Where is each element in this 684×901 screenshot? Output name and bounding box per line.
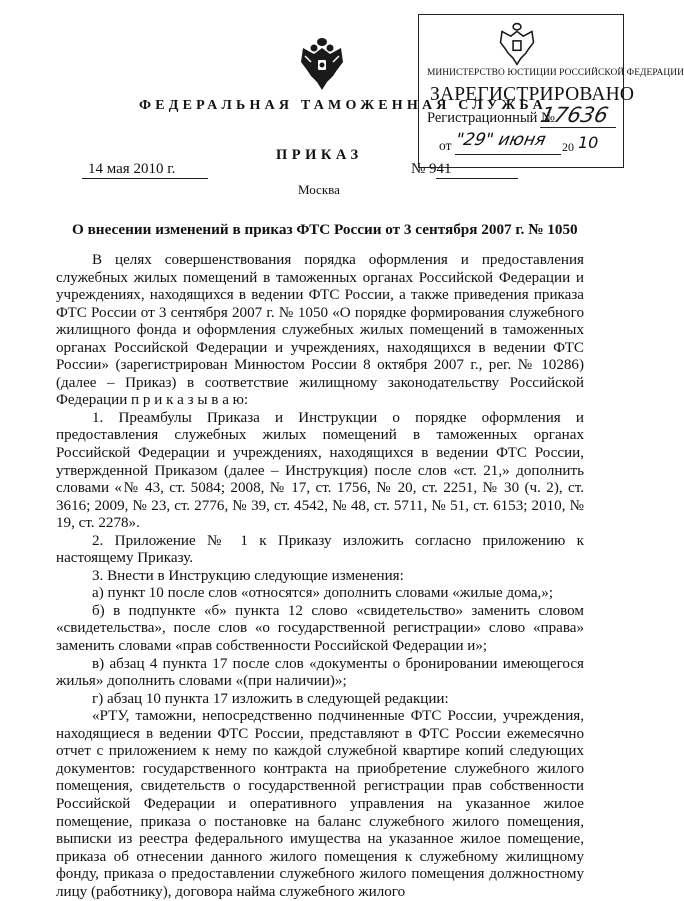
paragraph-quoted-text: «РТУ, таможни, непосредственно подчиненные ФТС России, учреждения, находящиеся в ведении ФТС России, представляют в ФТС России ежемесячно отчет с приложением к нему по каждой служебной квартире копий следующих документов: государственного контракта на приобретение служебного жилого помещения, свидетельств о государственной регистрации прав собственности Российской Федерации и оперативного управления на указанное жилое помещение, приказа о постановке на баланс служебного жилого помещения, выписки из реестра федерального имущества на указанное жилое помещение, приказа об отнесении данного жилого помещения к служебному жилищному фонду, приказа о предоставлении служебного жилого помещения должностному лицу (работнику), договора найма служебного жилого	[56, 708, 584, 900]
eagle-emblem-icon	[299, 36, 345, 92]
paragraph-item-1: 1. Преамбулы Приказа и Инструкции о порядке оформления и предоставления служебных жилых помещений в таможенных органах Российской Федерации и учреждениях, находящихся в ведении ФТС России, утвержденной Приказом (далее – Инструкция) после слов «ст. 21,» дополнить словами «№ 43, ст. 5084; 2008, № 17, ст. 1756, № 20, ст. 2251, № 30 (ч. 2), ст. 3616; 2009, № 23, ст. 2776, № 39, ст. 4542, № 48, ст. 5711, № 51, ст. 6153; 2010, № 19, ст. 2278».	[56, 409, 584, 532]
stamp-date-handwritten: "29" июня	[453, 130, 548, 150]
stamp-number-underline	[540, 127, 616, 128]
paragraph-preamble: В целях совершенствования порядка оформления и предоставления служебных жилых помещений в таможенных органах Российской Федерации и учреждениях, находящихся в ведении ФТС России, а также приведения приказа ФТС России от 3 сентября 2007 г. № 1050 «О порядке формирования служебного жилищного фонда и оформления служебных жилых помещений в таможенных органах Российской Федерации и учреждениях, находящихся в ведении ФТС России» (зарегистрирован Минюстом России 8 октября 2007 г., рег. № 10286) (далее – Приказ) в соответствие жилищному законодательству Российской Федерации п р и к а з ы в а ю:	[56, 252, 584, 409]
order-number-underline	[436, 178, 518, 179]
stamp-ministry: МИНИСТЕРСТВО ЮСТИЦИИ РОССИЙСКОЙ ФЕДЕРАЦИИ	[427, 68, 684, 78]
paragraph-subitem-v: в) абзац 4 пункта 17 после слов «документы о бронировании имеющегося жилья» дополнить словами «(при наличии)»;	[56, 655, 584, 690]
paragraph-subitem-g: г) абзац 10 пункта 17 изложить в следующей редакции:	[92, 690, 449, 707]
order-city: Москва	[298, 182, 340, 197]
stamp-number-handwritten: 17636	[538, 103, 611, 127]
stamp-year-handwritten: 10	[578, 133, 599, 152]
paragraph-item-3: 3. Внести в Инструкцию следующие изменения:	[92, 567, 404, 584]
stamp-registered: ЗАРЕГИСТРИРОВАНО	[430, 84, 635, 105]
stamp-date-underline	[455, 154, 561, 155]
agency-name: ФЕДЕРАЛЬНАЯ ТАМОЖЕННАЯ СЛУЖБА	[139, 98, 547, 113]
order-heading: О внесении изменений в приказ ФТС России от 3 сентября 2007 г. № 1050	[72, 221, 578, 238]
stamp-date-prefix: от	[439, 138, 452, 153]
paragraph-subitem-b: б) в подпункте «б» пункта 12 слово «свидетельство» заменить словом «свидетельства», после слов «о государственной регистрации» слово «права» заменить словами «прав собственности Российской Федерации и»;	[56, 602, 584, 655]
paragraph-subitem-a: а) пункт 10 после слов «относятся» дополнить словами «жилые дома,»;	[92, 585, 554, 602]
order-title: ПРИКАЗ	[276, 147, 363, 163]
stamp-eagle-icon	[497, 22, 537, 66]
stamp-year-printed: 20	[562, 140, 574, 154]
order-number: № 941	[411, 161, 452, 177]
paragraph-item-2: 2. Приложение № 1 к Приказу изложить согласно приложению к настоящему Приказу.	[56, 532, 584, 567]
stamp-number-label: Регистрационный №	[427, 110, 555, 126]
order-date-underline	[82, 178, 208, 179]
order-body	[56, 252, 584, 901]
order-date: 14 мая 2010 г.	[88, 161, 176, 177]
